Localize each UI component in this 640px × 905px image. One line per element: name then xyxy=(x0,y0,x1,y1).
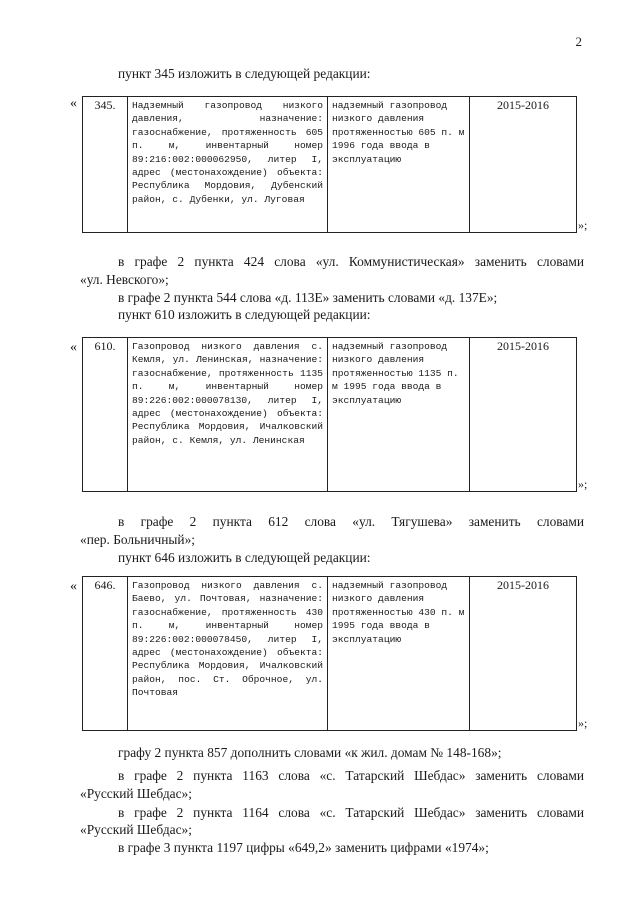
table-610 xyxy=(82,337,577,492)
open-quote-610: « xyxy=(70,340,77,355)
table-row xyxy=(83,577,577,731)
para-424-line1: в графе 2 пункта 424 слова «ул. Коммунистическая» заменить словами xyxy=(118,254,584,269)
object-description: Надземный газопровод низкого давления, назначение: газоснабжение, протяженность 605 п. м, инвентарный номер 89:216:002:000062950, литер I, адрес (местонахождение) объекта: Республика Мордовия, Дубенский район, с. Дубенки, ул. Луговая xyxy=(128,97,328,233)
para-544: в графе 2 пункта 544 слова «д. 113Е» заменить словами «д. 137Е»; xyxy=(118,290,498,305)
row-number: 345. xyxy=(83,97,128,233)
para-1163-line2: «Русский Шебдас»; xyxy=(80,786,192,801)
intro-646: пункт 646 изложить в следующей редакции: xyxy=(118,550,371,565)
object-description: Газопровод низкого давления с. Кемля, ул. Ленинская, назначение: газоснабжение, протяженность 1135 п. м, инвентарный номер 89:226:002:000078130, литер I, адрес (местонахождение) объекта: Республика Мордовия, Ичалковский район, с. Кемля, ул. Ленинская xyxy=(128,338,328,492)
period: 2015-2016 xyxy=(470,97,577,233)
intro-345: пункт 345 изложить в следующей редакции: xyxy=(118,66,371,81)
table-row xyxy=(83,97,577,233)
object-characteristic: надземный газопровод низкого давления протяженностью 605 п. м 1996 года ввода в эксплуатацию xyxy=(328,97,470,233)
table-345 xyxy=(82,96,577,233)
page-number: 2 xyxy=(575,34,582,49)
para-1163-line1: в графе 2 пункта 1163 слова «с. Татарский Шебдас» заменить словами xyxy=(118,768,584,783)
period: 2015-2016 xyxy=(470,338,577,492)
row-number: 610. xyxy=(83,338,128,492)
para-612-line2: «пер. Больничный»; xyxy=(80,532,196,547)
table-row xyxy=(83,338,577,492)
para-857: графу 2 пункта 857 дополнить словами «к жил. домам № 148-168»; xyxy=(118,745,502,760)
close-quote-345: »; xyxy=(578,218,588,232)
para-1164-line1: в графе 2 пункта 1164 слова «с. Татарский Шебдас» заменить словами xyxy=(118,805,584,820)
para-1197: в графе 3 пункта 1197 цифры «649,2» заменить цифрами «1974»; xyxy=(118,840,489,855)
close-quote-610: »; xyxy=(578,477,588,491)
period: 2015-2016 xyxy=(470,577,577,731)
row-number: 646. xyxy=(83,577,128,731)
para-424-line2: «ул. Невского»; xyxy=(80,272,169,287)
open-quote-345: « xyxy=(70,96,77,111)
open-quote-646: « xyxy=(70,579,77,594)
para-1164-line2: «Русский Шебдас»; xyxy=(80,822,192,837)
object-description: Газопровод низкого давления с. Баево, ул. Почтовая, назначение: газоснабжение, протяженность 430 п. м, инвентарный номер 89:226:002:000078450, литер I, адрес (местонахождение) объекта: Республика Мордовия, Ичалковский район, пос. Ст. Оброчное, ул. Почтовая xyxy=(128,577,328,731)
object-characteristic: надземный газопровод низкого давления протяженностью 430 п. м 1995 года ввода в эксплуатацию xyxy=(328,577,470,731)
table-646 xyxy=(82,576,577,731)
close-quote-646: »; xyxy=(578,716,588,730)
para-612-line1: в графе 2 пункта 612 слова «ул. Тягушева» заменить словами xyxy=(118,514,584,529)
intro-610: пункт 610 изложить в следующей редакции: xyxy=(118,307,371,322)
object-characteristic: надземный газопровод низкого давления протяженностью 1135 п. м 1995 года ввода в эксплуатацию xyxy=(328,338,470,492)
